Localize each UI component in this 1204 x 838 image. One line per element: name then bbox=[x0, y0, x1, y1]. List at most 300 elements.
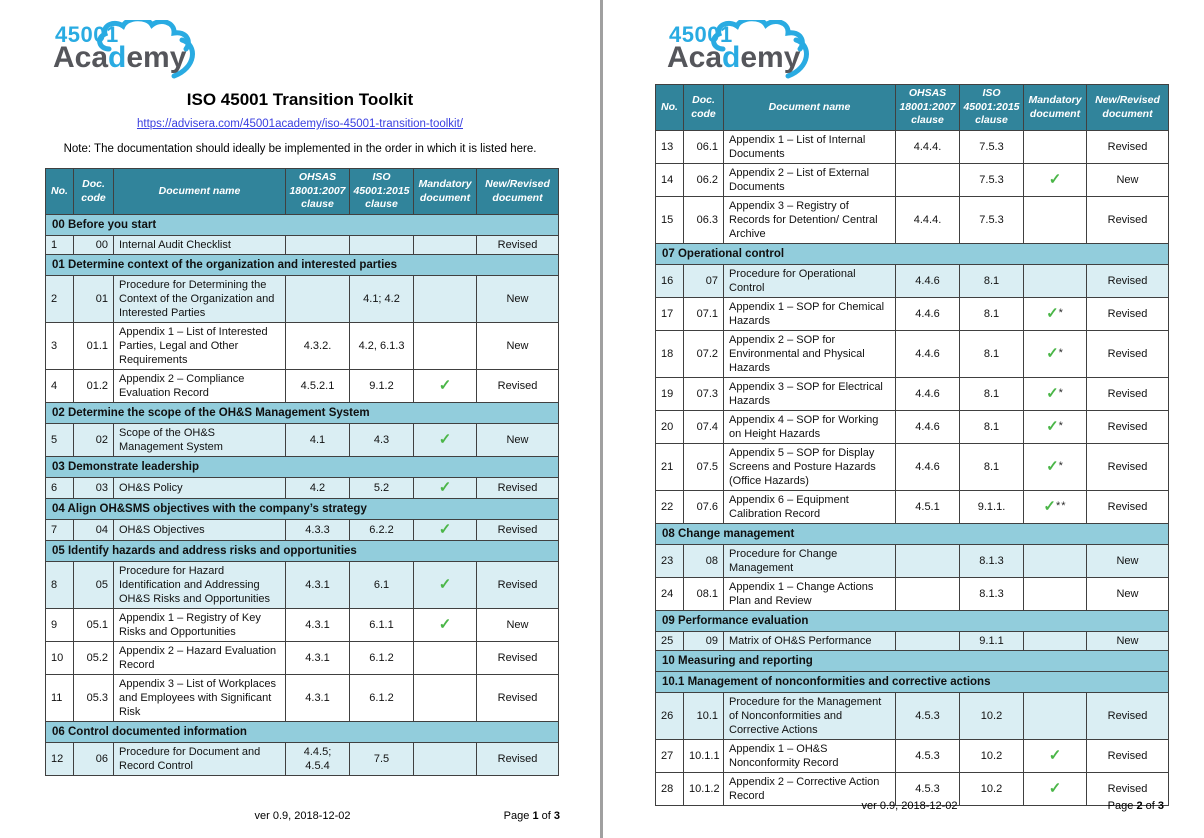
table-row bbox=[46, 276, 559, 323]
logo-45001-text: 45001 bbox=[55, 22, 119, 47]
cell-ohsas-clause: 4.4.4. bbox=[896, 197, 960, 244]
cell-document-name: Procedure for Operational Control bbox=[724, 265, 896, 298]
cell-no: 13 bbox=[656, 131, 684, 164]
cell-no: 18 bbox=[656, 331, 684, 378]
page-indicator bbox=[504, 810, 560, 822]
section-row bbox=[46, 499, 559, 520]
cell-iso-clause: 6.2.2 bbox=[350, 520, 414, 541]
cell-new-revised: New bbox=[477, 609, 559, 642]
table-row bbox=[656, 265, 1169, 298]
cell-doc-code: 07.2 bbox=[684, 331, 724, 378]
cell-document-name: Appendix 1 – SOP for Chemical Hazards bbox=[724, 298, 896, 331]
of-word: of bbox=[541, 810, 551, 822]
cell-ohsas-clause: 4.3.1 bbox=[286, 675, 350, 722]
page-word: Page bbox=[1107, 800, 1134, 812]
cell-document-name: Appendix 1 – Change Actions Plan and Review bbox=[724, 578, 896, 611]
cell-document-name: Appendix 2 – List of External Documents bbox=[724, 164, 896, 197]
cell-ohsas-clause: 4.4.6 bbox=[896, 444, 960, 491]
cell-no: 27 bbox=[656, 740, 684, 773]
table-row bbox=[656, 693, 1169, 740]
cell-new-revised: Revised bbox=[477, 236, 559, 255]
cell-doc-code: 07.4 bbox=[684, 411, 724, 444]
cell-no: 6 bbox=[46, 478, 74, 499]
cell-mandatory bbox=[414, 642, 477, 675]
cell-no: 20 bbox=[656, 411, 684, 444]
section-title: 05 Identify hazards and address risks and opportunities bbox=[46, 541, 559, 562]
section-title: 10 Measuring and reporting bbox=[656, 651, 1169, 672]
column-header-document-name: Document name bbox=[724, 85, 896, 131]
cell-doc-code: 05.3 bbox=[74, 675, 114, 722]
cell-ohsas-clause: 4.4.5; 4.5.4 bbox=[286, 743, 350, 776]
cell-document-name: Matrix of OH&S Performance bbox=[724, 632, 896, 651]
cell-doc-code: 05.1 bbox=[74, 609, 114, 642]
page-number: 2 bbox=[1136, 800, 1143, 812]
cell-doc-code: 07.6 bbox=[684, 491, 724, 524]
logo-academy-post: emy bbox=[740, 41, 801, 74]
cell-no: 10 bbox=[46, 642, 74, 675]
asterisk-note: * bbox=[1058, 460, 1064, 472]
cell-no: 19 bbox=[656, 378, 684, 411]
cell-new-revised: New bbox=[477, 323, 559, 370]
cell-ohsas-clause: 4.4.4. bbox=[896, 131, 960, 164]
cell-mandatory bbox=[1024, 632, 1087, 651]
section-row bbox=[656, 651, 1169, 672]
cell-doc-code: 10.1 bbox=[684, 693, 724, 740]
cell-document-name: Appendix 5 – SOP for Display Screens and Posture Hazards (Office Hazards) bbox=[724, 444, 896, 491]
cell-no: 9 bbox=[46, 609, 74, 642]
page-total: 3 bbox=[1157, 800, 1164, 812]
table-row bbox=[656, 632, 1169, 651]
cell-document-name: Scope of the OH&S Management System bbox=[114, 424, 286, 457]
of-word: of bbox=[1145, 800, 1155, 812]
table-row bbox=[46, 520, 559, 541]
note-text: Note: The documentation should ideally be implemented in the order in which it is listed here. bbox=[63, 143, 537, 155]
cell-new-revised: New bbox=[1087, 164, 1169, 197]
column-header-ohsas-18001-2007-clause: OHSAS 18001:2007 clause bbox=[896, 85, 960, 131]
cell-document-name: Procedure for Hazard Identification and Addressing OH&S Risks and Opportunities bbox=[114, 562, 286, 609]
checkmark-icon: ✓ bbox=[438, 479, 452, 496]
cell-doc-code: 06.1 bbox=[684, 131, 724, 164]
cell-iso-clause: 8.1.3 bbox=[960, 578, 1024, 611]
cell-no: 21 bbox=[656, 444, 684, 491]
table-row bbox=[656, 164, 1169, 197]
cell-mandatory bbox=[414, 276, 477, 323]
table-header-row bbox=[46, 169, 559, 215]
column-header-iso-45001-2015-clause: ISO 45001:2015 clause bbox=[960, 85, 1024, 131]
cell-new-revised: Revised bbox=[1087, 378, 1169, 411]
section-title: 04 Align OH&SMS objectives with the company’s strategy bbox=[46, 499, 559, 520]
column-header-mandatory-document: Mandatory document bbox=[1024, 85, 1087, 131]
cell-mandatory bbox=[1024, 578, 1087, 611]
checkmark-icon: ✓ bbox=[1046, 458, 1059, 475]
cell-doc-code: 07.1 bbox=[684, 298, 724, 331]
cell-document-name: Appendix 2 – Compliance Evaluation Record bbox=[114, 370, 286, 403]
cell-document-name: Appendix 1 – List of Interested Parties, Legal and Other Requirements bbox=[114, 323, 286, 370]
cell-iso-clause: 8.1 bbox=[960, 378, 1024, 411]
cell-document-name: Internal Audit Checklist bbox=[114, 236, 286, 255]
cell-ohsas-clause: 4.3.3 bbox=[286, 520, 350, 541]
cell-document-name: Appendix 4 – SOP for Working on Height Hazards bbox=[724, 411, 896, 444]
logo-academy-pre: Aca bbox=[667, 41, 723, 74]
cell-mandatory bbox=[414, 424, 477, 457]
cell-no: 23 bbox=[656, 545, 684, 578]
cell-mandatory bbox=[414, 520, 477, 541]
logo-45001-text: 45001 bbox=[669, 22, 733, 47]
checkmark-icon: ✓ bbox=[1048, 780, 1062, 797]
version-text: ver 0.9, 2018-12-02 bbox=[861, 800, 958, 812]
logo-45001-academy bbox=[53, 24, 213, 90]
cell-document-name: Procedure for Change Management bbox=[724, 545, 896, 578]
cell-new-revised: Revised bbox=[1087, 740, 1169, 773]
page-footer bbox=[655, 800, 1164, 814]
cell-no: 26 bbox=[656, 693, 684, 740]
cell-document-name: Appendix 2 – SOP for Environmental and Physical Hazards bbox=[724, 331, 896, 378]
logo-academy-accent: d bbox=[722, 41, 741, 74]
cell-iso-clause: 7.5.3 bbox=[960, 131, 1024, 164]
cell-iso-clause: 6.1.2 bbox=[350, 675, 414, 722]
cell-doc-code: 10.1.2 bbox=[684, 773, 724, 806]
cell-ohsas-clause: 4.1 bbox=[286, 424, 350, 457]
toolkit-table-page-1 bbox=[45, 168, 559, 776]
section-title: 01 Determine context of the organization and interested parties bbox=[46, 255, 559, 276]
section-row bbox=[46, 541, 559, 562]
cell-mandatory bbox=[414, 609, 477, 642]
cell-doc-code: 05.2 bbox=[74, 642, 114, 675]
cell-doc-code: 06.3 bbox=[684, 197, 724, 244]
column-header-new-revised-document: New/Revised document bbox=[477, 169, 559, 215]
cell-no: 11 bbox=[46, 675, 74, 722]
cell-mandatory bbox=[1024, 444, 1087, 491]
checkmark-icon: ✓ bbox=[1048, 747, 1062, 764]
section-row bbox=[656, 244, 1169, 265]
column-header-iso-45001-2015-clause: ISO 45001:2015 clause bbox=[350, 169, 414, 215]
cell-document-name: Appendix 1 – OH&S Nonconformity Record bbox=[724, 740, 896, 773]
cell-document-name: Procedure for Document and Record Control bbox=[114, 743, 286, 776]
cell-mandatory bbox=[1024, 331, 1087, 378]
cell-doc-code: 01.1 bbox=[74, 323, 114, 370]
cell-ohsas-clause: 4.5.3 bbox=[896, 773, 960, 806]
cell-new-revised: Revised bbox=[1087, 444, 1169, 491]
page-total: 3 bbox=[553, 810, 560, 822]
toolkit-link[interactable]: https://advisera.com/45001academy/iso-45001-transition-toolkit/ bbox=[136, 118, 463, 130]
cell-iso-clause: 4.2, 6.1.3 bbox=[350, 323, 414, 370]
cell-ohsas-clause bbox=[286, 236, 350, 255]
cell-new-revised: Revised bbox=[477, 562, 559, 609]
checkmark-icon: ✓ bbox=[1046, 385, 1059, 402]
cell-doc-code: 09 bbox=[684, 632, 724, 651]
cell-iso-clause: 4.1; 4.2 bbox=[350, 276, 414, 323]
table-row bbox=[46, 675, 559, 722]
cell-iso-clause: 8.1 bbox=[960, 411, 1024, 444]
table-row bbox=[656, 411, 1169, 444]
cell-new-revised: Revised bbox=[1087, 298, 1169, 331]
asterisk-note: * bbox=[1058, 307, 1064, 319]
cell-document-name: Procedure for the Management of Nonconformities and Corrective Actions bbox=[724, 693, 896, 740]
section-title: 07 Operational control bbox=[656, 244, 1169, 265]
cell-iso-clause: 9.1.1 bbox=[960, 632, 1024, 651]
cell-mandatory bbox=[1024, 740, 1087, 773]
table-row bbox=[46, 609, 559, 642]
asterisk-note: * bbox=[1058, 420, 1064, 432]
cell-ohsas-clause: 4.3.1 bbox=[286, 562, 350, 609]
cell-mandatory bbox=[1024, 545, 1087, 578]
section-title: 10.1 Management of nonconformities and corrective actions bbox=[656, 672, 1169, 693]
cell-new-revised: Revised bbox=[1087, 773, 1169, 806]
cell-ohsas-clause bbox=[896, 164, 960, 197]
cell-iso-clause: 8.1 bbox=[960, 331, 1024, 378]
logo-academy-accent: d bbox=[108, 41, 127, 74]
cell-iso-clause: 8.1 bbox=[960, 265, 1024, 298]
checkmark-icon: ✓ bbox=[438, 521, 452, 538]
cell-no: 4 bbox=[46, 370, 74, 403]
checkmark-icon: ✓ bbox=[438, 616, 452, 633]
table-row bbox=[656, 197, 1169, 244]
cell-new-revised: Revised bbox=[477, 520, 559, 541]
cell-ohsas-clause: 4.4.6 bbox=[896, 331, 960, 378]
cell-new-revised: Revised bbox=[477, 478, 559, 499]
cell-document-name: Appendix 3 – SOP for Electrical Hazards bbox=[724, 378, 896, 411]
cell-iso-clause: 6.1.1 bbox=[350, 609, 414, 642]
cell-doc-code: 10.1.1 bbox=[684, 740, 724, 773]
cell-no: 7 bbox=[46, 520, 74, 541]
cell-new-revised: Revised bbox=[1087, 411, 1169, 444]
cell-mandatory bbox=[1024, 164, 1087, 197]
cell-doc-code: 01 bbox=[74, 276, 114, 323]
cell-new-revised: Revised bbox=[1087, 693, 1169, 740]
cell-ohsas-clause: 4.3.1 bbox=[286, 642, 350, 675]
cell-no: 25 bbox=[656, 632, 684, 651]
table-row bbox=[656, 740, 1169, 773]
cell-ohsas-clause bbox=[286, 276, 350, 323]
table-row bbox=[656, 331, 1169, 378]
cell-ohsas-clause: 4.4.6 bbox=[896, 411, 960, 444]
cell-no: 5 bbox=[46, 424, 74, 457]
cell-new-revised: New bbox=[477, 424, 559, 457]
column-header-mandatory-document: Mandatory document bbox=[414, 169, 477, 215]
cell-no: 12 bbox=[46, 743, 74, 776]
cell-mandatory bbox=[1024, 265, 1087, 298]
column-header-doc-code: Doc. code bbox=[74, 169, 114, 215]
cell-no: 17 bbox=[656, 298, 684, 331]
section-row bbox=[46, 457, 559, 478]
cell-iso-clause: 10.2 bbox=[960, 773, 1024, 806]
cell-no: 28 bbox=[656, 773, 684, 806]
cell-no: 2 bbox=[46, 276, 74, 323]
page-word: Page bbox=[503, 810, 530, 822]
cell-mandatory bbox=[414, 478, 477, 499]
cell-mandatory bbox=[414, 562, 477, 609]
cell-ohsas-clause: 4.5.3 bbox=[896, 740, 960, 773]
cell-iso-clause: 10.2 bbox=[960, 740, 1024, 773]
cell-mandatory bbox=[414, 236, 477, 255]
cell-document-name: OH&S Objectives bbox=[114, 520, 286, 541]
section-title: 02 Determine the scope of the OH&S Management System bbox=[46, 403, 559, 424]
cell-new-revised: Revised bbox=[1087, 491, 1169, 524]
table-row bbox=[46, 323, 559, 370]
cell-ohsas-clause bbox=[896, 578, 960, 611]
cell-doc-code: 00 bbox=[74, 236, 114, 255]
cell-mandatory bbox=[1024, 491, 1087, 524]
cell-document-name: Appendix 1 – Registry of Key Risks and Opportunities bbox=[114, 609, 286, 642]
cell-iso-clause: 6.1 bbox=[350, 562, 414, 609]
section-title: 03 Demonstrate leadership bbox=[46, 457, 559, 478]
cell-mandatory bbox=[1024, 378, 1087, 411]
cell-new-revised: Revised bbox=[477, 642, 559, 675]
table-row bbox=[656, 298, 1169, 331]
checkmark-icon: ✓ bbox=[438, 377, 452, 394]
cell-ohsas-clause: 4.5.3 bbox=[896, 693, 960, 740]
cell-ohsas-clause bbox=[896, 632, 960, 651]
checkmark-icon: ✓ bbox=[1046, 418, 1059, 435]
cell-iso-clause: 9.1.1. bbox=[960, 491, 1024, 524]
cell-document-name: Appendix 1 – List of Internal Documents bbox=[724, 131, 896, 164]
asterisk-note: * bbox=[1058, 387, 1064, 399]
section-row bbox=[656, 524, 1169, 545]
page-footer bbox=[45, 810, 560, 824]
asterisk-note: ** bbox=[1056, 500, 1067, 512]
cell-doc-code: 01.2 bbox=[74, 370, 114, 403]
section-row bbox=[656, 611, 1169, 632]
cell-ohsas-clause bbox=[896, 545, 960, 578]
table-row bbox=[656, 578, 1169, 611]
cell-ohsas-clause: 4.3.2. bbox=[286, 323, 350, 370]
cell-new-revised: Revised bbox=[1087, 197, 1169, 244]
cell-doc-code: 02 bbox=[74, 424, 114, 457]
cell-new-revised: Revised bbox=[1087, 131, 1169, 164]
cell-mandatory bbox=[1024, 411, 1087, 444]
column-header-no: No. bbox=[656, 85, 684, 131]
asterisk-note: * bbox=[1058, 347, 1064, 359]
cell-ohsas-clause: 4.5.2.1 bbox=[286, 370, 350, 403]
cell-ohsas-clause: 4.5.1 bbox=[896, 491, 960, 524]
table-row bbox=[656, 378, 1169, 411]
cell-mandatory bbox=[1024, 693, 1087, 740]
cell-no: 24 bbox=[656, 578, 684, 611]
cell-new-revised: Revised bbox=[1087, 331, 1169, 378]
column-header-doc-code: Doc. code bbox=[684, 85, 724, 131]
cell-iso-clause: 7.5 bbox=[350, 743, 414, 776]
cell-ohsas-clause: 4.2 bbox=[286, 478, 350, 499]
page-1 bbox=[0, 0, 600, 838]
cell-document-name: Appendix 3 – Registry of Records for Detention/ Central Archive bbox=[724, 197, 896, 244]
cell-iso-clause: 7.5.3 bbox=[960, 164, 1024, 197]
cell-doc-code: 04 bbox=[74, 520, 114, 541]
cell-iso-clause: 8.1 bbox=[960, 444, 1024, 491]
table-row bbox=[46, 562, 559, 609]
cell-new-revised: New bbox=[1087, 578, 1169, 611]
cell-mandatory bbox=[1024, 131, 1087, 164]
table-row bbox=[46, 743, 559, 776]
cell-iso-clause: 5.2 bbox=[350, 478, 414, 499]
cell-iso-clause: 6.1.2 bbox=[350, 642, 414, 675]
logo-45001-academy bbox=[667, 24, 827, 90]
table-row bbox=[656, 545, 1169, 578]
section-row bbox=[46, 403, 559, 424]
cell-document-name: Appendix 3 – List of Workplaces and Employees with Significant Risk bbox=[114, 675, 286, 722]
section-title: 00 Before you start bbox=[46, 215, 559, 236]
section-title: 09 Performance evaluation bbox=[656, 611, 1169, 632]
cell-iso-clause: 9.1.2 bbox=[350, 370, 414, 403]
checkmark-icon: ✓ bbox=[1046, 345, 1059, 362]
checkmark-icon: ✓ bbox=[438, 431, 452, 448]
column-header-no: No. bbox=[46, 169, 74, 215]
cell-doc-code: 05 bbox=[74, 562, 114, 609]
cell-no: 16 bbox=[656, 265, 684, 298]
cell-iso-clause: 4.3 bbox=[350, 424, 414, 457]
cell-iso-clause: 8.1 bbox=[960, 298, 1024, 331]
section-row bbox=[46, 255, 559, 276]
cell-mandatory bbox=[414, 323, 477, 370]
page-indicator bbox=[1108, 800, 1164, 812]
cell-new-revised: New bbox=[1087, 632, 1169, 651]
cell-document-name: Appendix 2 – Corrective Action Record bbox=[724, 773, 896, 806]
cell-ohsas-clause: 4.4.6 bbox=[896, 265, 960, 298]
checkmark-icon: ✓ bbox=[438, 576, 452, 593]
table-row bbox=[656, 131, 1169, 164]
column-header-document-name: Document name bbox=[114, 169, 286, 215]
cell-mandatory bbox=[414, 743, 477, 776]
table-row bbox=[656, 444, 1169, 491]
page-number: 1 bbox=[532, 810, 539, 822]
cell-iso-clause: 8.1.3 bbox=[960, 545, 1024, 578]
section-title: 08 Change management bbox=[656, 524, 1169, 545]
cell-doc-code: 07.3 bbox=[684, 378, 724, 411]
checkmark-icon: ✓ bbox=[1043, 498, 1056, 515]
cell-ohsas-clause: 4.4.6 bbox=[896, 298, 960, 331]
column-header-ohsas-18001-2007-clause: OHSAS 18001:2007 clause bbox=[286, 169, 350, 215]
cell-mandatory bbox=[1024, 298, 1087, 331]
table-row bbox=[656, 491, 1169, 524]
table-row bbox=[46, 642, 559, 675]
cell-doc-code: 08.1 bbox=[684, 578, 724, 611]
cell-mandatory bbox=[1024, 197, 1087, 244]
section-row bbox=[46, 215, 559, 236]
cell-new-revised: New bbox=[477, 276, 559, 323]
table-row bbox=[46, 236, 559, 255]
cell-iso-clause bbox=[350, 236, 414, 255]
cell-new-revised: Revised bbox=[477, 370, 559, 403]
cell-mandatory bbox=[414, 370, 477, 403]
checkmark-icon: ✓ bbox=[1046, 305, 1059, 322]
page-title: ISO 45001 Transition Toolkit bbox=[186, 90, 414, 109]
cell-new-revised: Revised bbox=[1087, 265, 1169, 298]
cell-new-revised: Revised bbox=[477, 675, 559, 722]
column-header-new-revised-document: New/Revised document bbox=[1087, 85, 1169, 131]
cell-doc-code: 03 bbox=[74, 478, 114, 499]
cell-no: 3 bbox=[46, 323, 74, 370]
checkmark-icon: ✓ bbox=[1048, 171, 1062, 188]
logo-academy-pre: Aca bbox=[53, 41, 109, 74]
cell-ohsas-clause: 4.4.6 bbox=[896, 378, 960, 411]
toolkit-table-page-2 bbox=[655, 84, 1169, 806]
cell-document-name: OH&S Policy bbox=[114, 478, 286, 499]
cell-new-revised: New bbox=[1087, 545, 1169, 578]
section-row bbox=[46, 722, 559, 743]
table-row bbox=[46, 370, 559, 403]
table-row bbox=[46, 478, 559, 499]
cell-iso-clause: 7.5.3 bbox=[960, 197, 1024, 244]
section-title: 06 Control documented information bbox=[46, 722, 559, 743]
cell-document-name: Appendix 2 – Hazard Evaluation Record bbox=[114, 642, 286, 675]
page-2 bbox=[603, 0, 1204, 838]
cell-mandatory bbox=[414, 675, 477, 722]
cell-no: 14 bbox=[656, 164, 684, 197]
cell-doc-code: 06 bbox=[74, 743, 114, 776]
logo-academy-post: emy bbox=[126, 41, 187, 74]
cell-document-name: Procedure for Determining the Context of the Organization and Interested Parties bbox=[114, 276, 286, 323]
cell-no: 1 bbox=[46, 236, 74, 255]
table-row bbox=[46, 424, 559, 457]
